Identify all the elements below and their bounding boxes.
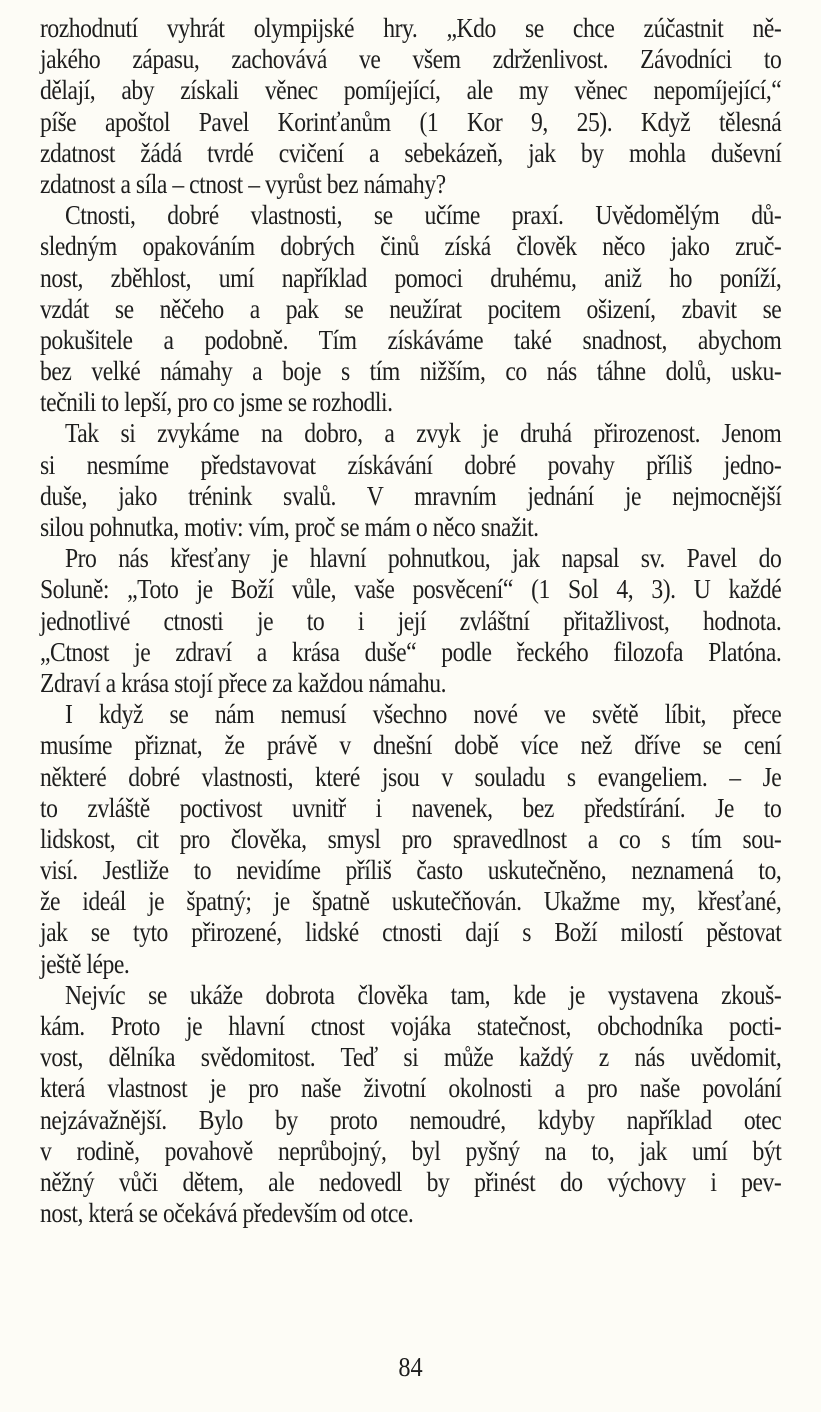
text-line: některé dobré vlastnosti, které jsou v souladu s evangeliem. – Je [40, 760, 782, 792]
text-line: pokušitele a podobně. Tím získáváme také snadnost, abychom [40, 323, 782, 355]
paragraph [40, 417, 782, 542]
text-line: Pro nás křesťany je hlavní pohnutkou, jak napsal sv. Pavel do [64, 542, 782, 574]
text-line: I když se nám nemusí všechno nové ve světě líbit, přece [64, 698, 782, 730]
text-line: píše apoštol Pavel Korinťanům (1 Kor 9, 25). Když tělesná [40, 105, 782, 137]
text-line: zdatnost žádá tvrdé cvičení a sebekázeň, jak by mohla duševní [40, 136, 782, 168]
page-number: 84 [398, 1352, 423, 1382]
text-line: že ideál je špatný; je špatně uskutečňován. Ukažme my, křesťané, [40, 885, 782, 917]
text-line: lidskost, cit pro člověka, smysl pro spravedlnost a co s tím sou- [40, 822, 782, 854]
text-line: si nesmíme představovat získávání dobré povahy příliš jedno- [40, 448, 782, 480]
text-line: tečnili to lepší, pro co jsme se rozhodli. [40, 386, 393, 418]
paragraph [40, 12, 782, 199]
text-line: vzdát se něčeho a pak se neužírat pocitem ošizení, zbavit se [40, 292, 782, 324]
text-line: silou pohnutka, motiv: vím, proč se mám o něco snažit. [40, 511, 539, 542]
text-line: musíme přiznat, že právě v dnešní době více než dříve se cení [40, 729, 782, 761]
text-line: která vlastnost je pro naše životní okolnosti a pro naše povolání [40, 1072, 782, 1104]
text-line: něžný vůči dětem, ale nedovedl by přinést do výchovy i pev- [40, 1165, 782, 1197]
text-line: jednotlivé ctnosti je to i její zvláštní přitažlivost, hodnota. [40, 604, 782, 636]
text-line: nejzávažnější. Bylo by proto nemoudré, kdyby například otec [40, 1103, 782, 1135]
paragraph [40, 199, 782, 417]
text-line: Zdraví a krása stojí přece za každou námahu. [40, 666, 447, 698]
text-line: kám. Proto je hlavní ctnost vojáka statečnost, obchodníka pocti- [40, 1010, 782, 1041]
text-line: vost, dělníka svědomitost. Teď si může každý z nás uvědomit, [40, 1041, 782, 1073]
text-line: Ctnosti, dobré vlastnosti, se učíme praxí. Uvědomělým dů- [64, 199, 782, 231]
paragraph [40, 542, 782, 698]
text-line: v rodině, povahově neprůbojný, byl pyšný na to, jak umí být [40, 1134, 782, 1166]
text-line: ještě lépe. [40, 947, 130, 979]
text-line: Tak si zvykáme na dobro, a zvyk je druhá přirozenost. Jenom [64, 417, 782, 449]
text-line: dělají, aby získali věnec pomíjející, ale my věnec nepomíjející,“ [40, 74, 782, 106]
text-line: nost, zběhlost, umí například pomoci druhému, aniž ho poníží, [40, 261, 782, 293]
paragraph [40, 979, 782, 1229]
text-line: Nejvíc se ukáže dobrota člověka tam, kde je vystavena zkouš- [64, 978, 782, 1010]
text-line: nost, která se očekává především od otce. [40, 1197, 414, 1229]
text-line: bez velké námahy a boje s tím nižším, co nás táhne dolů, usku- [40, 355, 782, 387]
text-line: rozhodnutí vyhrát olympijské hry. „Kdo se chce zúčastnit ně- [40, 12, 782, 43]
text-line: duše, jako trénink svalů. V mravním jednání je nejmocnější [40, 479, 782, 511]
text-line: „Ctnost je zdraví a krása duše“ podle řeckého filozofa Platóna. [40, 635, 782, 667]
text-line: Soluně: „Toto je Boží vůle, vaše posvěcení“ (1 Sol 4, 3). U každé [40, 573, 782, 605]
text-line: zdatnost a síla – ctnost – vyrůst bez námahy? [40, 167, 446, 199]
text-line: to zvláště poctivost uvnitř i navenek, bez předstírání. Je to [40, 791, 782, 823]
text-line: visí. Jestliže to nevidíme příliš často uskutečněno, neznamená to, [40, 854, 782, 886]
text-line: sledným opakováním dobrých činů získá člověk něco jako zruč- [40, 230, 782, 262]
text-line: jakého zápasu, zachovává ve všem zdrženlivost. Závodníci to [40, 43, 782, 75]
text-line: jak se tyto přirozené, lidské ctnosti dají s Boží milostí pěstovat [40, 916, 782, 948]
body-text [40, 12, 782, 1228]
paragraph [40, 698, 782, 979]
